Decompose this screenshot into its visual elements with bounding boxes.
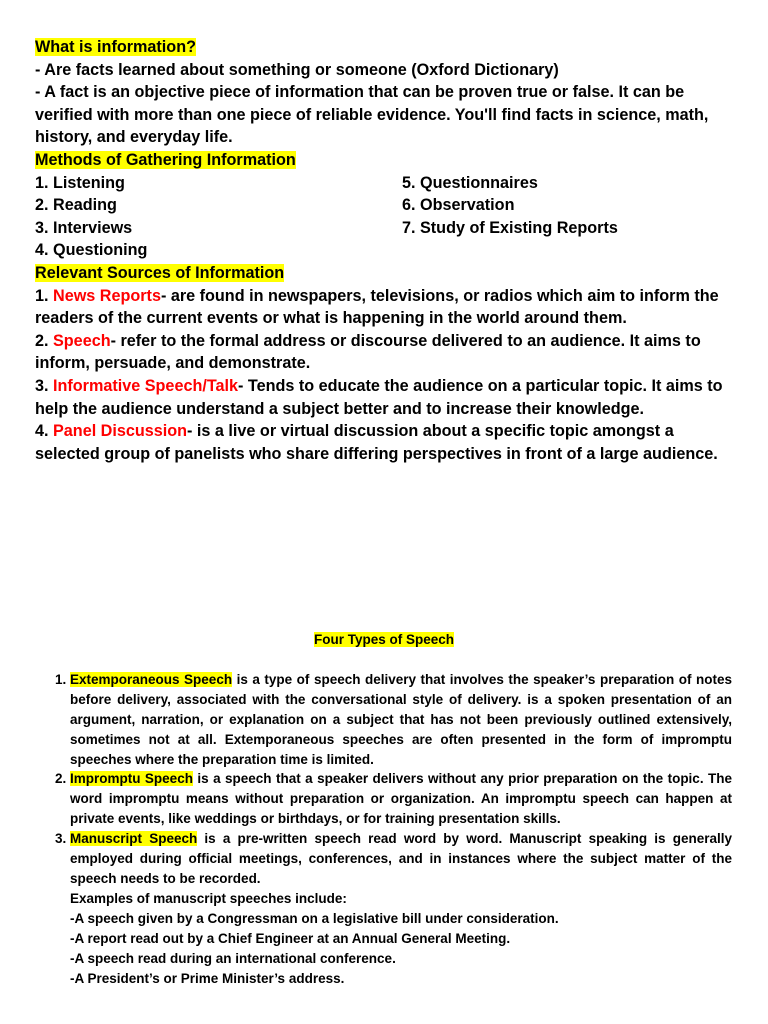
source-description: - is a live or virtual discussion about a specific topic amongst a selected group of panelists who share differing perspectives in front of a large audience. — [35, 422, 718, 463]
examples-intro: Examples of manuscript speeches include: — [70, 890, 347, 906]
definition-2: - A fact is an objective piece of information that can be proven true or false. It can be verified with more than one piece of reliable evidence. You'll find facts in science, math, history, and everyday life. — [35, 83, 709, 147]
speech-type-description: is a pre-written speech read word by word. Manuscript speaking is generally employed during official meetings, conferences, and in instances where the subject matter of the speech needs to be recorded. — [70, 831, 733, 886]
speech-type-term: Extemporaneous Speech — [70, 671, 233, 687]
method-item: 2. Reading — [35, 196, 117, 215]
example-item: -A President’s or Prime Minister’s address. — [70, 970, 345, 986]
example-item: -A speech given by a Congressman on a legislative bill under consideration. — [70, 910, 559, 926]
source-number: 1. — [35, 286, 53, 305]
definition-1: - Are facts learned about something or someone (Oxford Dictionary) — [35, 60, 559, 79]
speech-type-description: is a speech that a speaker delivers without any prior preparation on the topic. The word impromptu means without preparation or organization. An impromptu speech can happen at private events, like weddings or birthdays, or for training presentation skills. — [70, 771, 732, 827]
source-number: 3. — [35, 376, 53, 395]
example-item: -A speech read during an international conference. — [70, 950, 396, 966]
speech-types-section — [0, 630, 768, 988]
information-section — [35, 36, 740, 465]
example-item: -A report read out by a Chief Engineer at an Annual General Meeting. — [70, 930, 511, 946]
what-is-information-heading: What is information? — [35, 38, 196, 56]
source-description: - are found in newspapers, televisions, or radios which aim to inform the readers of the current events or what is happening in the world around them. — [35, 286, 719, 328]
source-item — [35, 375, 740, 420]
source-term: Panel Discussion — [53, 422, 188, 441]
speech-type-item — [70, 829, 732, 988]
method-item: 5. Questionnaires — [402, 173, 538, 192]
source-description: - Tends to educate the audience on a particular topic. It aims to help the audience understand a subject better and to increase their knowledge. — [35, 376, 723, 418]
speech-type-item — [70, 769, 732, 829]
source-item — [35, 330, 740, 375]
source-number: 2. — [35, 331, 53, 350]
speech-type-term: Impromptu Speech — [70, 771, 193, 787]
methods-list — [35, 172, 740, 262]
source-term: Informative Speech/Talk — [53, 376, 239, 395]
source-item — [35, 420, 740, 465]
source-term: Speech — [53, 331, 111, 350]
speech-type-term: Manuscript Speech — [70, 831, 198, 847]
sources-heading: Relevant Sources of Information — [35, 263, 285, 282]
methods-heading: Methods of Gathering Information — [35, 150, 296, 169]
source-number: 4. — [35, 422, 53, 441]
source-term: News Reports — [53, 286, 161, 305]
method-item: 7. Study of Existing Reports — [402, 218, 618, 237]
speech-types-list — [0, 670, 732, 989]
method-item: 6. Observation — [402, 196, 515, 215]
speech-type-description: is a type of speech delivery that involves the speaker’s preparation of notes before delivery, associated with the conversational style of delivery. is a spoken presentation of an argument, narration, or explanation on a subject that has not been previously outlined extensively, sometimes not at all. Extemporaneous speeches are often presented in the form of impromptu speeches where the preparation time is limited. — [70, 671, 732, 767]
speech-types-title: Four Types of Speech — [313, 632, 455, 647]
methods-left-column — [35, 172, 402, 262]
method-item: 4. Questioning — [35, 241, 148, 260]
method-item: 1. Listening — [35, 173, 125, 192]
methods-right-column — [402, 172, 740, 262]
speech-type-item — [70, 670, 732, 770]
source-item — [35, 285, 740, 330]
method-item: 3. Interviews — [35, 218, 133, 237]
source-description: - refer to the formal address or discourse delivered to an audience. It aims to inform, persuade, and demonstrate. — [35, 331, 701, 373]
